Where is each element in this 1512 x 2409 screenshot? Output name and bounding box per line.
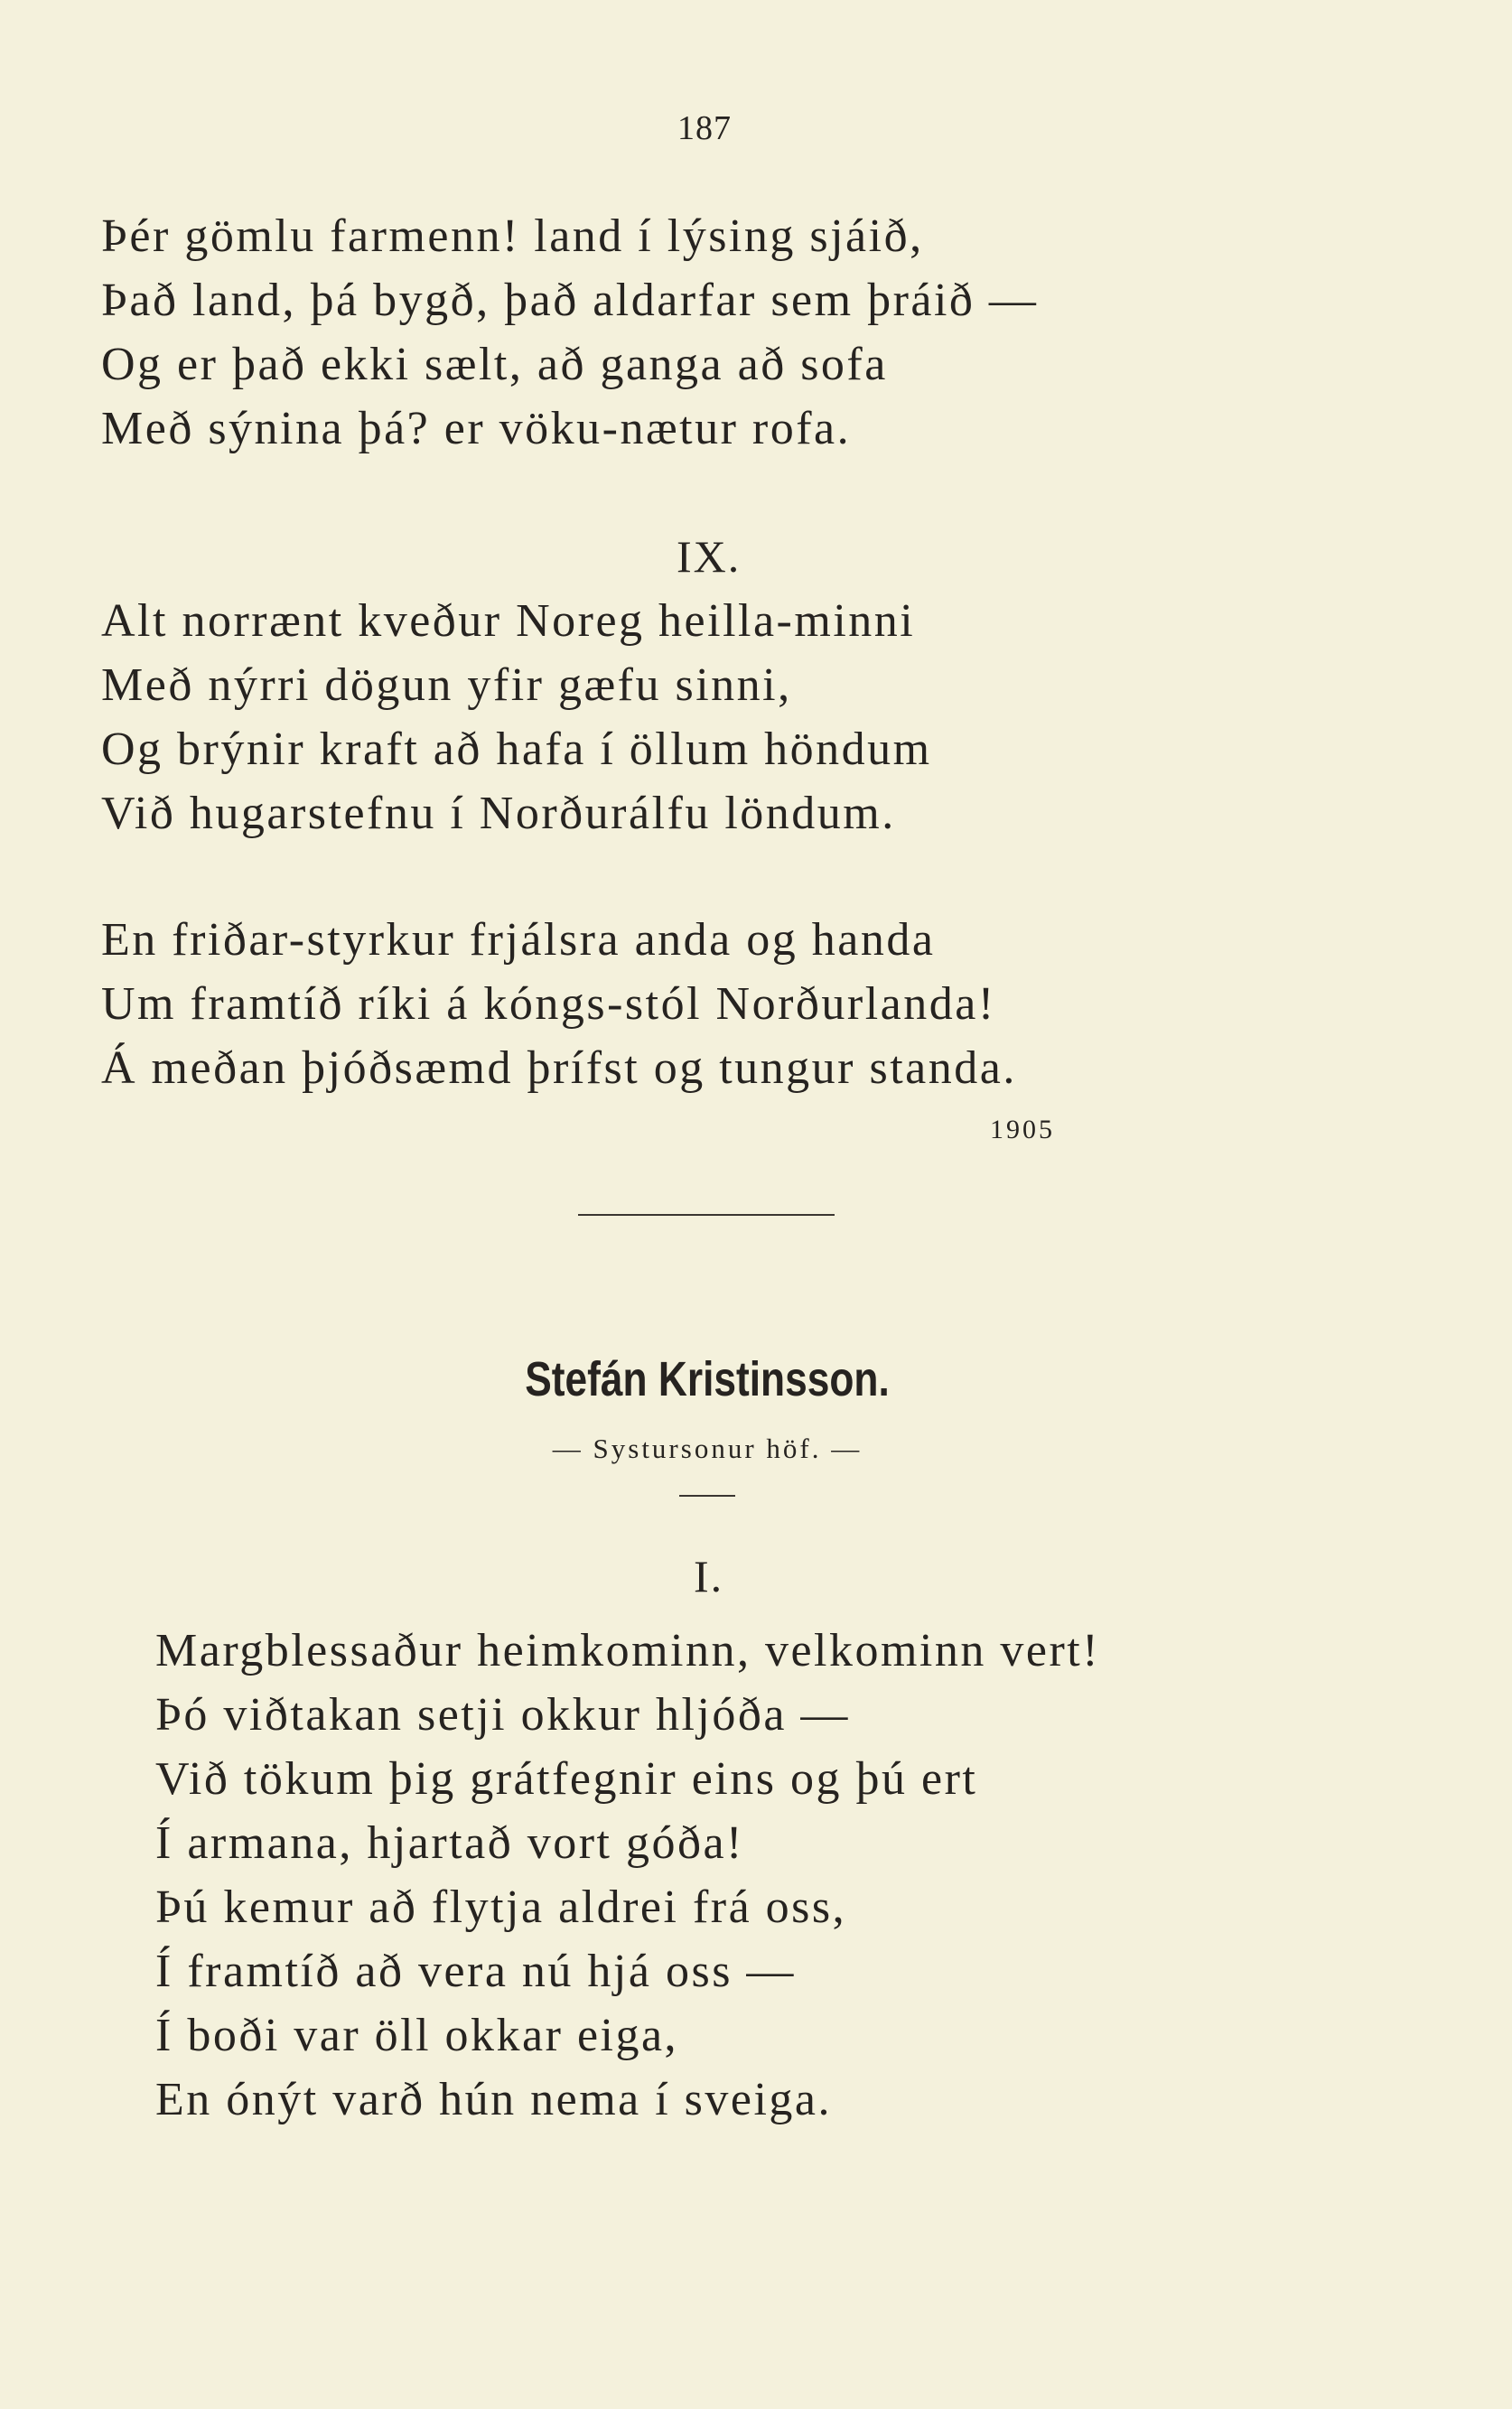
verse-line: Í boði var öll okkar eiga,: [155, 2010, 679, 2061]
verse-line: Við tökum þig grátfegnir eins og þú ert: [155, 1753, 978, 1805]
author-heading: Stefán Kristinsson.: [525, 1352, 890, 1406]
verse-line: En friðar-styrkur frjálsra anda og handa: [101, 914, 936, 966]
verse-line: Á meðan þjóðsæmd þrífst og tungur standa.: [101, 1042, 1017, 1094]
verse-line: Og er það ekki sælt, að ganga að sofa: [101, 339, 888, 390]
verse-line: Þó viðtakan setji okkur hljóða —: [155, 1689, 850, 1741]
verse-line: Alt norrænt kveður Noreg heilla-minni: [101, 595, 916, 647]
verse-line: Í armana, hjartað vort góða!: [155, 1817, 744, 1869]
author-subheading: — Systursonur höf. —: [552, 1433, 863, 1464]
section-heading: I.: [694, 1551, 724, 1601]
verse-line: Þú kemur að flytja aldrei frá oss,: [155, 1881, 847, 1933]
verse-line: Við hugarstefnu í Norðurálfu löndum.: [101, 788, 896, 839]
section-divider: [578, 1214, 835, 1216]
verse-line: Þér gömlu farmenn! land í lýsing sjáið,: [101, 210, 924, 262]
page-number: 187: [677, 109, 732, 147]
verse-line: Í framtíð að vera nú hjá oss —: [155, 1946, 796, 1997]
verse-line: Með sýnina þá? er vöku-nætur rofa.: [101, 403, 852, 454]
verse-line: Um framtíð ríki á kóngs-stól Norðurlanda!: [101, 978, 996, 1030]
section-heading: IX.: [677, 531, 742, 582]
poem-year: 1905: [990, 1115, 1055, 1144]
heading-rule: [679, 1495, 735, 1497]
verse-line: Það land, þá bygð, það aldarfar sem þráið —: [101, 275, 1039, 326]
verse-line: Margblessaður heimkominn, velkominn vert!: [155, 1625, 1101, 1676]
verse-line: Með nýrri dögun yfir gæfu sinni,: [101, 659, 792, 711]
verse-line: En ónýt varð hún nema í sveiga.: [155, 2074, 833, 2125]
verse-line: Og brýnir kraft að hafa í öllum höndum: [101, 724, 932, 775]
